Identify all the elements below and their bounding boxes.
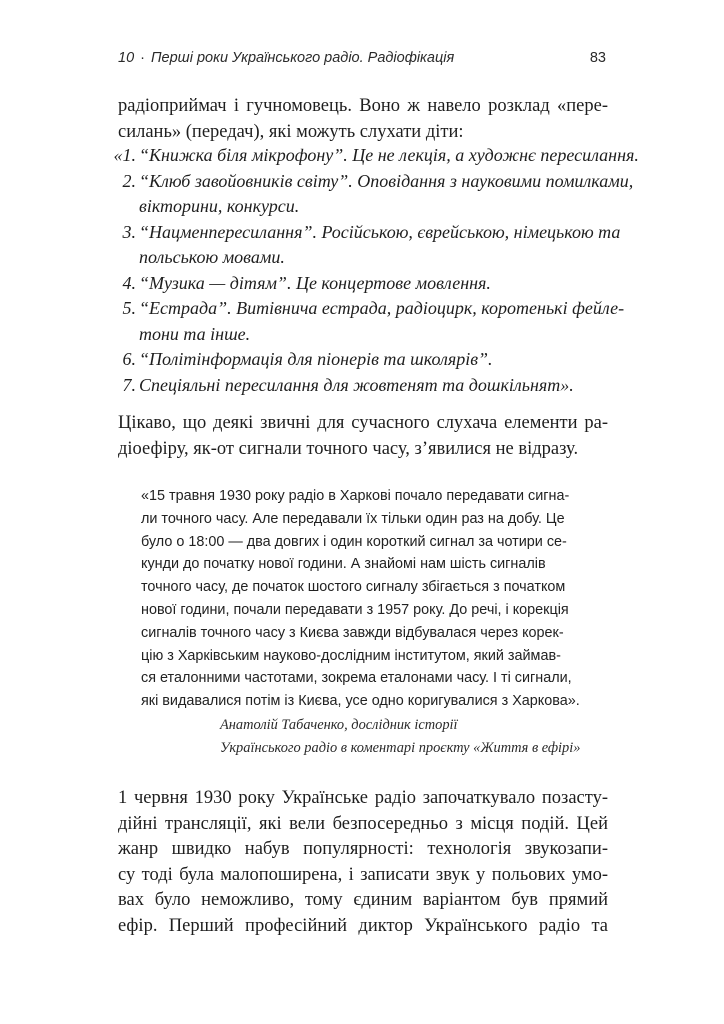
- text-line: ефір. Перший професійний диктор Українського радіо та: [118, 915, 608, 936]
- list-number: 2.: [122, 170, 136, 191]
- text-line: діоефіру, як-от сигнали точного часу, з’явилися не відразу.: [118, 438, 579, 459]
- text-line: Цікаво, що деякі звичні для сучасного слухача елементи ра-: [118, 413, 608, 433]
- list-item: [104, 373, 614, 399]
- body-paragraph: [118, 786, 608, 939]
- list-text: Спеціяльні пересилання для жовтенят та дошкільнят».: [139, 374, 574, 395]
- list-text: “Книжка біля мікрофону”. Це не лекція, а художнє пересилання.: [139, 145, 639, 165]
- running-head: [118, 50, 608, 66]
- attribution-line: Анатолій Табаченко, дослідник історії: [220, 717, 458, 733]
- chapter-title: Перші роки Українського радіо. Радіофікація: [151, 50, 455, 66]
- header-separator: ·: [140, 50, 146, 66]
- list-item: [104, 169, 634, 220]
- text-line: дійні трансляції, які вели безпосередньо з місця подій. Цей: [118, 813, 608, 834]
- list-item: [104, 271, 614, 297]
- quote-line: кунди до початку нової години. А знайомі нам шість сигналів: [141, 556, 546, 573]
- quote-line: сигналів точного часу з Києва завжди відбувалася через корек-: [141, 624, 564, 641]
- list-text: тони та інше.: [139, 323, 251, 344]
- text-line: жанр швидко набув популярності: технологія звукозапи-: [118, 839, 608, 859]
- list-item: [104, 143, 639, 169]
- list-number: 7.: [122, 374, 136, 395]
- quote-line: цію з Харківським науково-дослідним інститутом, який займав-: [141, 647, 561, 664]
- quote-line: «15 травня 1930 року радіо в Харкові почало передавати сигна-: [141, 488, 570, 504]
- list-text: “Естрада”. Витівнича естрада, радіоцирк, коротенькі фейле-: [139, 298, 625, 318]
- quote-line: було о 18:00 — два довгих і один короткий сигнал за чотири се-: [141, 533, 567, 550]
- body-paragraph: [118, 411, 608, 462]
- list-text: “Клюб завойовників світу”. Оповідання з науковими помилками,: [139, 170, 634, 191]
- quote-line: точного часу, де початок шостого сигналу збігається з початком: [141, 579, 566, 596]
- quote-attribution: [220, 714, 600, 760]
- quote-line: ли точного часу. Але передавали їх тільки один раз на добу. Це: [141, 510, 565, 527]
- page-number: 83: [589, 50, 606, 66]
- list-number: 3.: [122, 221, 136, 242]
- list-text: польською мовами.: [139, 247, 285, 267]
- list-text: “Політінформація для піонерів та школярів”.: [139, 349, 493, 369]
- attribution-line: Українського радіо в коментарі проєкту «Життя в ефірі»: [220, 739, 581, 756]
- quote-line: нової години, почали передавати з 1957 року. До речі, і корекція: [141, 601, 569, 618]
- list-item: [104, 296, 625, 347]
- text-line: су тоді була малопоширена, і записати звук у польових умо-: [118, 864, 608, 885]
- text-line: силань» (передач), які можуть слухати діти:: [118, 121, 464, 142]
- list-item: [104, 347, 614, 373]
- list-number: 6.: [122, 349, 136, 369]
- list-text: “Музика — дітям”. Це концертове мовлення.: [139, 272, 491, 293]
- text-line: вах було неможливо, тому єдиним варіантом був прямий: [118, 890, 608, 910]
- text-line: радіоприймач і гучномовець. Воно ж навело розклад «пере-: [118, 96, 608, 116]
- chapter-number: 10: [118, 50, 135, 66]
- list-text: вікторини, конкурси.: [139, 196, 300, 216]
- list-text: “Нацменпересилання”. Російською, єврейською, німецькою та: [139, 221, 621, 242]
- program-schedule-list: [104, 143, 639, 398]
- text-line: 1 червня 1930 року Українське радіо започаткувало позасту-: [118, 788, 608, 808]
- list-number: 4.: [122, 272, 136, 293]
- list-item: [104, 220, 621, 271]
- block-quote: [141, 485, 587, 713]
- quote-line: які видавалися потім із Києва, усе одно коригувалися з Харкова».: [141, 693, 580, 710]
- list-number: 5.: [122, 298, 136, 318]
- list-number: «1.: [113, 145, 136, 165]
- intro-paragraph: [118, 94, 608, 145]
- quote-line: ся еталонними частотами, зокрема еталонами часу. І ті сигнали,: [141, 670, 572, 687]
